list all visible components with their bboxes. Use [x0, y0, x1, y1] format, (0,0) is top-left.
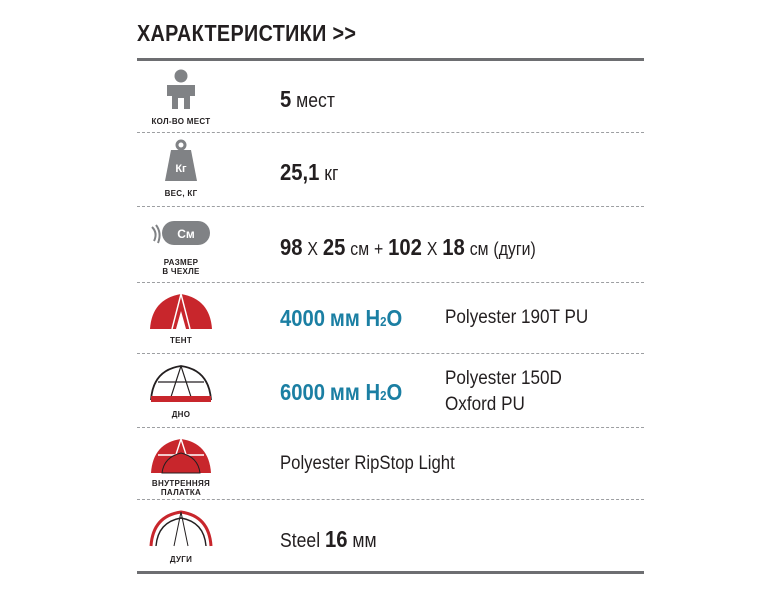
- value-number: 5: [280, 86, 292, 112]
- value-tail: O: [386, 379, 403, 405]
- row-value: [280, 86, 335, 113]
- row-value: [280, 159, 338, 186]
- poles-icon: [148, 508, 214, 550]
- times-sign: Х: [426, 239, 438, 259]
- icon-cell: [137, 500, 225, 571]
- spec-row-fly: [137, 283, 644, 354]
- note: (дуги): [493, 239, 536, 259]
- material-line2: Oxford PU: [445, 394, 525, 415]
- row-label: ТЕНТ: [169, 336, 193, 345]
- row-label-line1: РАЗМЕР: [163, 258, 199, 267]
- icon-cell: [137, 283, 225, 354]
- icon-cell: [137, 428, 225, 500]
- row-value: [280, 234, 536, 261]
- row-label-line2: ПАЛАТКА: [160, 488, 202, 497]
- value-subscript: 2: [380, 388, 387, 403]
- value-number: 16: [325, 526, 348, 552]
- row-label: ВЕС, КГ: [164, 189, 198, 198]
- value-tail: O: [386, 305, 403, 331]
- spec-row-poles: [137, 500, 644, 571]
- times-sign: Х: [307, 239, 318, 259]
- spec-row-packed-size: [137, 207, 644, 283]
- icon-cell: [137, 354, 225, 428]
- row-value: [280, 305, 402, 332]
- row-label: ДУГИ: [169, 555, 193, 564]
- plus-sign: +: [374, 239, 384, 259]
- value-subscript: 2: [380, 314, 387, 329]
- tent-icon: [148, 291, 214, 331]
- inner-tent-icon: [148, 435, 214, 477]
- material: Polyester 190T PU: [445, 307, 589, 328]
- value-unit: кг: [324, 163, 339, 185]
- icon-cell: [137, 207, 225, 283]
- value-number: 4000: [280, 305, 326, 331]
- bottom-rule: [137, 571, 644, 574]
- row-label-line1: ВНУТРЕННЯЯ: [151, 479, 211, 488]
- value-number: 6000: [280, 379, 326, 405]
- weight-icon: [162, 139, 200, 183]
- row-label-line2: В ЧЕХЛЕ: [162, 267, 200, 276]
- row-label: КОЛ-ВО МЕСТ: [151, 117, 211, 126]
- floor-icon: [148, 362, 214, 406]
- value-unit: мм: [352, 530, 377, 552]
- spec-row-capacity: [137, 61, 644, 133]
- row-value: [280, 379, 402, 406]
- weight-icon-text: Кг: [175, 163, 187, 175]
- bag-icon: [150, 219, 212, 247]
- row-value: [280, 526, 377, 553]
- length-value: 98: [280, 234, 303, 260]
- value-unit: мм H: [329, 305, 381, 331]
- value-unit: мм H: [329, 379, 381, 405]
- row-label: ДНО: [171, 410, 191, 419]
- spec-row-weight: [137, 133, 644, 207]
- unit: см: [350, 239, 370, 259]
- value-unit: мест: [296, 90, 335, 112]
- value-prefix: Steel: [280, 530, 321, 552]
- spec-row-inner-tent: [137, 428, 644, 500]
- value-number: 25,1: [280, 159, 320, 185]
- poles-length-value: 102: [388, 234, 422, 260]
- unit: см: [469, 239, 489, 259]
- section-title: ХАРАКТЕРИСТИКИ >>: [137, 20, 357, 46]
- row-value: Polyester RipStop Light: [280, 453, 455, 474]
- icon-cell: [137, 133, 225, 207]
- spec-row-floor: [137, 354, 644, 428]
- poles-width-value: 18: [442, 234, 465, 260]
- icon-cell: [137, 61, 225, 133]
- material-line1: Polyester 150D: [445, 368, 562, 389]
- bag-icon-text: См: [177, 227, 195, 241]
- person-icon: [163, 69, 199, 111]
- width-value: 25: [322, 234, 346, 260]
